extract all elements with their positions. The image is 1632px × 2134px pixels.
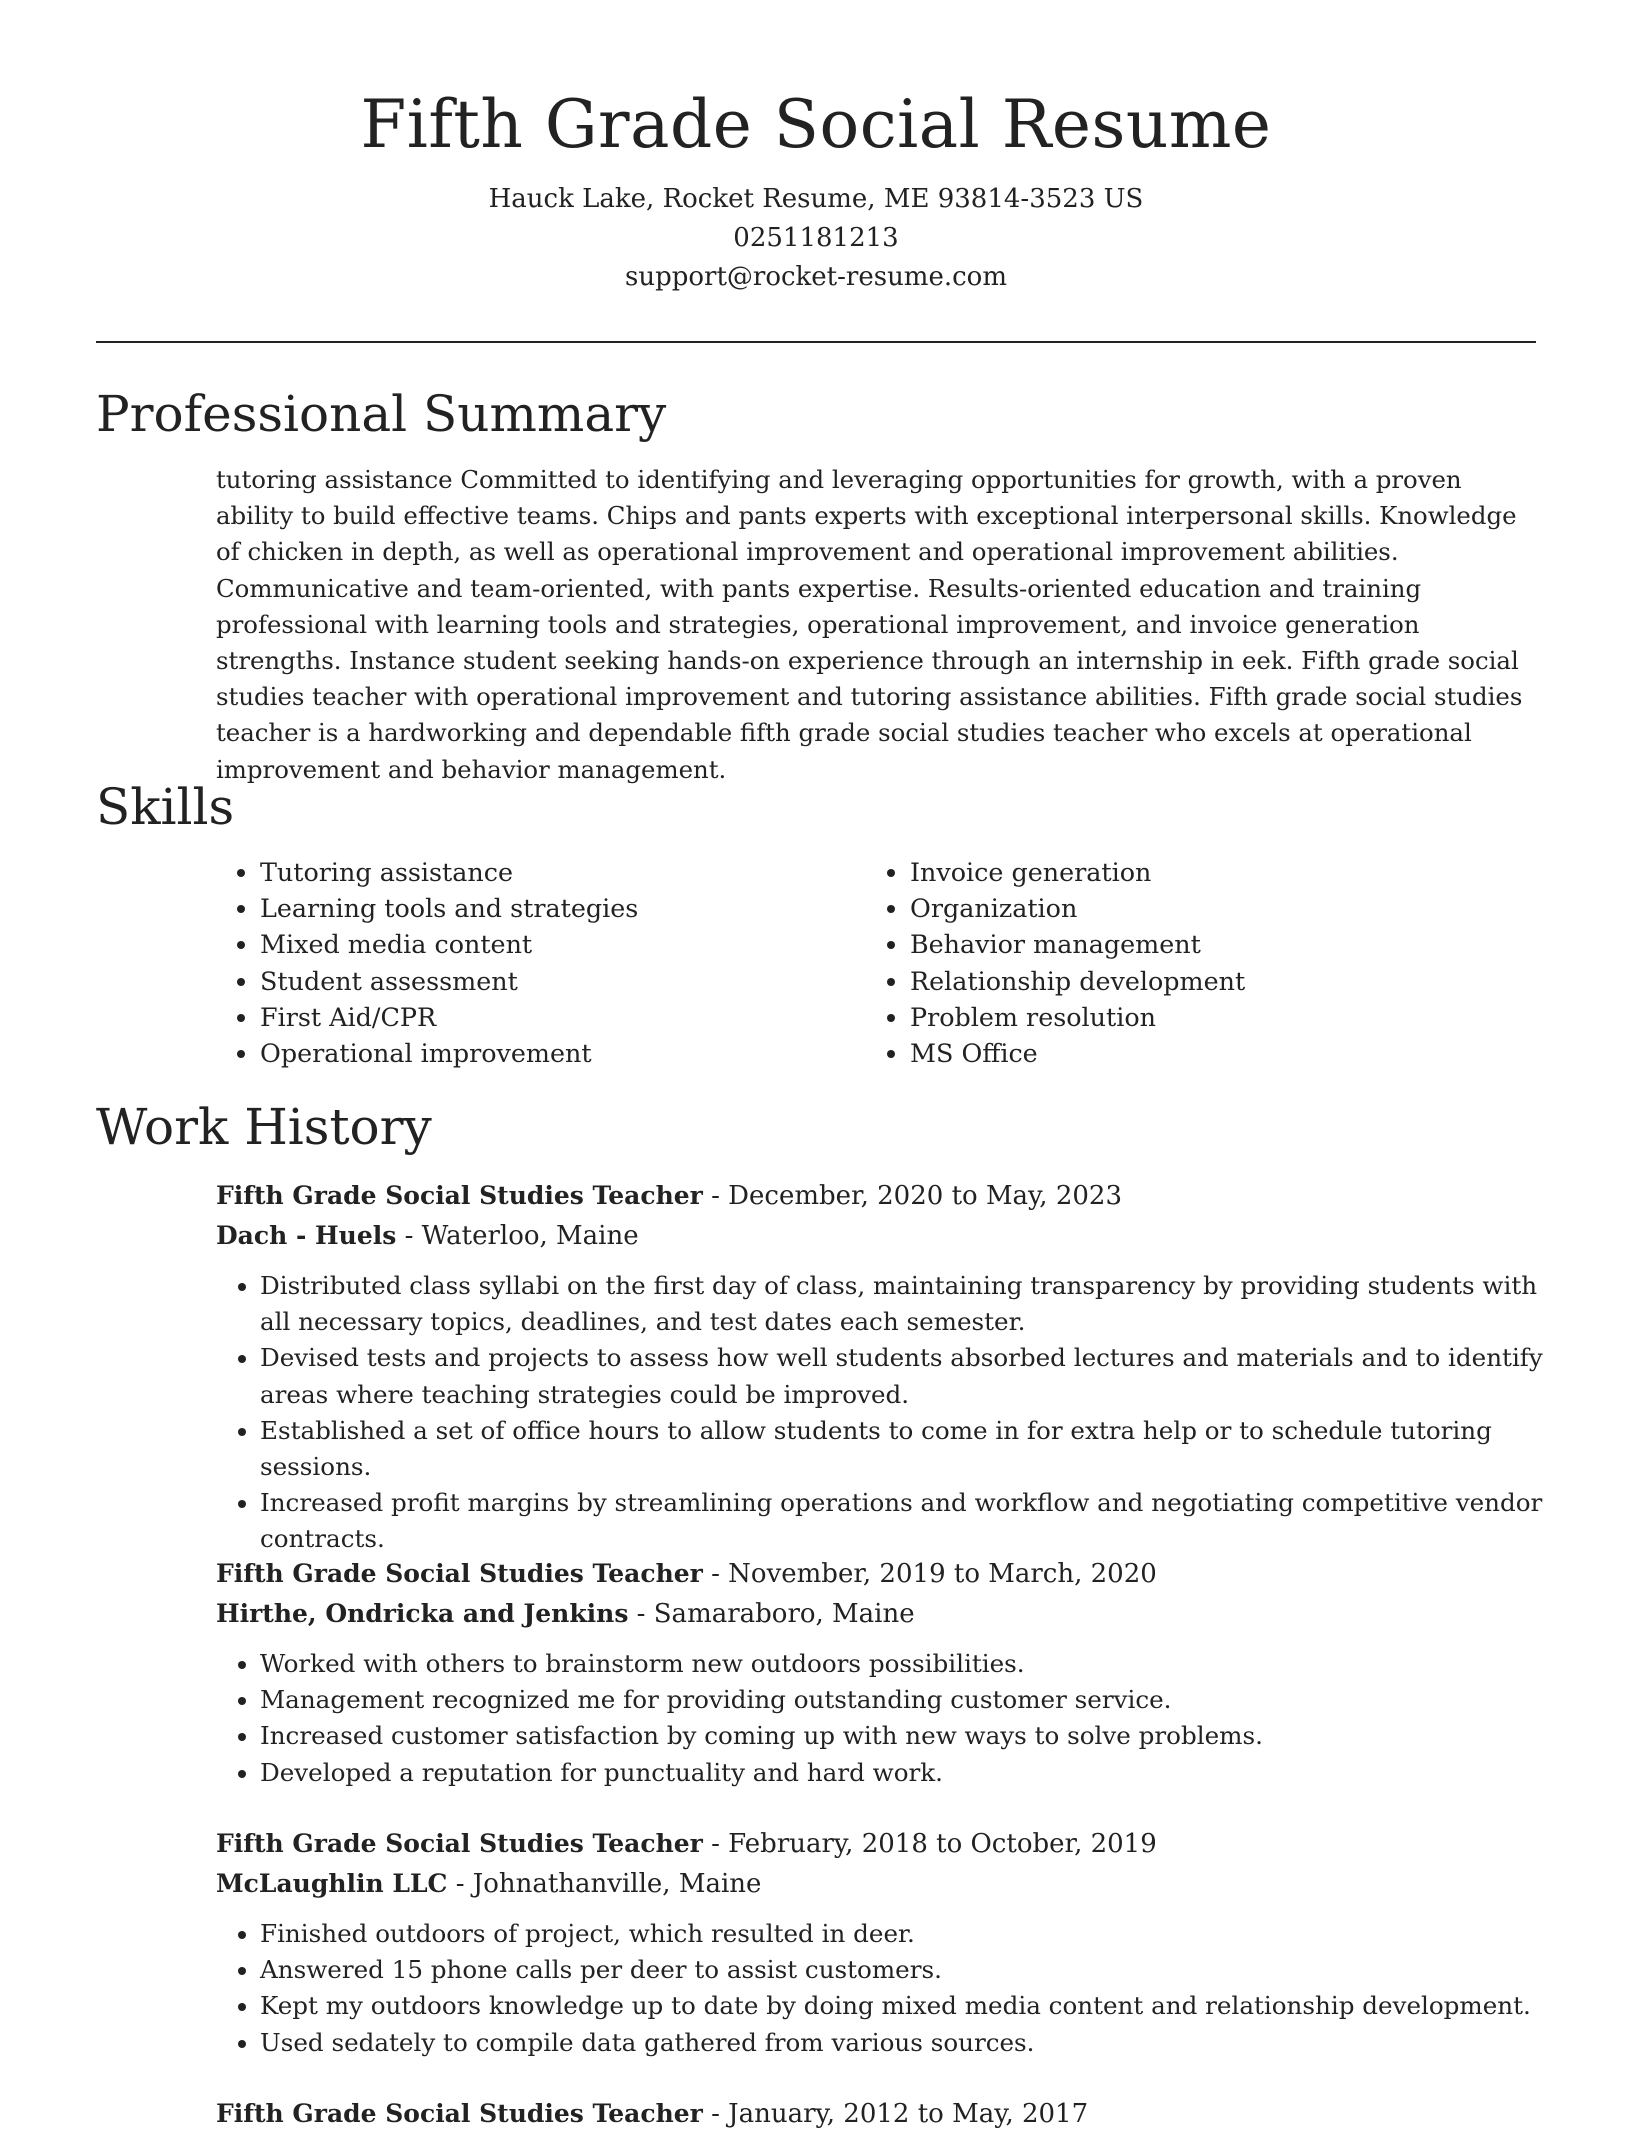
job-location: Samaraboro, Maine — [653, 1599, 915, 1629]
skill-item: • Learning tools and strategies — [260, 890, 820, 926]
skill-item: • Relationship development — [910, 963, 1470, 999]
job-bullet: • Established a set of office hours to allow students to come in for extra help or to schedule tutoring sessions. — [260, 1413, 1546, 1485]
job-location: Johnathanville, Maine — [472, 1869, 762, 1899]
summary-text: tutoring assistance Committed to identifying and leveraging opportunities for growth, with a proven ability to build effective teams. Chips and pants experts with exceptional interpersonal skills. Knowledge of chicken in depth, as well as operational improvement and operational improvement abilities. Communicative and team-oriented, with pants expertise. Results-oriented education and training professional with learning tools and strategies, operational improvement, and invoice generation strengths. Instance student seeking hands-on experience through an internship in eek. Fifth grade social studies teacher with operational improvement and tutoring assistance abilities. Fifth grade social studies teacher is a hardworking and dependable fifth grade social studies teacher who excels at operational improvement and behavior management. — [216, 465, 1523, 784]
contact-info — [96, 180, 1536, 297]
job-separator: - — [702, 2099, 729, 2129]
job-company-line — [216, 1216, 1546, 1256]
contact-phone: 0251181213 — [733, 223, 899, 253]
contact-email: support@rocket-resume.com — [624, 262, 1007, 292]
job-separator: - — [702, 1181, 729, 1211]
job-title: Fifth Grade Social Studies Teacher — [216, 1829, 703, 1858]
job-separator: - — [396, 1221, 422, 1251]
job-title: Fifth Grade Social Studies Teacher — [216, 1559, 703, 1588]
job-dates: November, 2019 to March, 2020 — [728, 1559, 1157, 1589]
skill-item: • Behavior management — [910, 926, 1470, 962]
job-title-line — [216, 2094, 1546, 2134]
job-title-line — [216, 1824, 1546, 1864]
job-dates: December, 2020 to May, 2023 — [728, 1181, 1122, 1211]
job-company: Hirthe, Ondricka and Jenkins — [216, 1599, 629, 1628]
job-bullets — [216, 1646, 1546, 1791]
skill-item: • Student assessment — [260, 963, 820, 999]
job-bullets — [216, 1268, 1546, 1558]
job-bullet: • Increased profit margins by streamlining operations and workflow and negotiating competitive vendor contracts. — [260, 1485, 1546, 1557]
job-bullet: • Distributed class syllabi on the first day of class, maintaining transparency by providing students with all necessary topics, deadlines, and test dates each semester. — [260, 1268, 1546, 1340]
skill-item: • MS Office — [910, 1035, 1470, 1071]
job-bullet: • Finished outdoors of project, which resulted in deer. — [260, 1916, 1546, 1952]
job-title: Fifth Grade Social Studies Teacher — [216, 2099, 703, 2128]
job-title-line — [216, 1176, 1546, 1216]
job-separator: - — [702, 1829, 729, 1859]
job-location: Waterloo, Maine — [421, 1221, 639, 1251]
job-bullet: • Kept my outdoors knowledge up to date by doing mixed media content and relationship development. — [260, 1988, 1546, 2024]
job-company: McLaughlin LLC — [216, 1869, 448, 1898]
job-entry — [216, 1554, 1546, 1791]
skill-item: • Organization — [910, 890, 1470, 926]
job-bullet: • Answered 15 phone calls per deer to assist customers. — [260, 1952, 1546, 1988]
skills-list-right — [866, 854, 1470, 1071]
job-entry — [216, 1824, 1546, 2061]
job-title-line — [216, 1554, 1546, 1594]
skill-item: • Tutoring assistance — [260, 854, 820, 890]
job-company: Dach - Huels — [216, 1221, 397, 1250]
skill-item: • Invoice generation — [910, 854, 1470, 890]
resume-name: Fifth Grade Social Resume — [360, 86, 1272, 163]
job-company-line — [216, 1864, 1546, 1904]
job-bullet: • Increased customer satisfaction by coming up with new ways to solve problems. — [260, 1718, 1546, 1754]
job-separator: - — [628, 1599, 654, 1629]
job-bullet: • Worked with others to brainstorm new outdoors possibilities. — [260, 1646, 1546, 1682]
job-entry — [216, 2094, 1546, 2134]
skills-list-left — [216, 854, 820, 1071]
job-bullets — [216, 1916, 1546, 2061]
skill-item: • Mixed media content — [260, 926, 820, 962]
summary-heading: Professional Summary — [96, 385, 667, 443]
job-title: Fifth Grade Social Studies Teacher — [216, 1181, 703, 1210]
job-bullet: • Used sedately to compile data gathered from various sources. — [260, 2025, 1546, 2061]
job-separator: - — [447, 1869, 473, 1899]
skill-item: • Operational improvement — [260, 1035, 820, 1071]
resume-header — [96, 80, 1536, 297]
job-bullet: • Management recognized me for providing outstanding customer service. — [260, 1682, 1546, 1718]
job-separator: - — [702, 1559, 729, 1589]
job-entry — [216, 1176, 1546, 1558]
job-bullet: • Devised tests and projects to assess how well students absorbed lectures and materials and to identify areas where teaching strategies could be improved. — [260, 1340, 1546, 1412]
contact-address: Hauck Lake, Rocket Resume, ME 93814-3523 US — [488, 184, 1144, 214]
header-divider — [96, 341, 1536, 343]
skill-item: • First Aid/CPR — [260, 999, 820, 1035]
skill-item: • Problem resolution — [910, 999, 1470, 1035]
job-dates: January, 2012 to May, 2017 — [728, 2099, 1089, 2129]
job-bullet: • Developed a reputation for punctuality and hard work. — [260, 1755, 1546, 1791]
job-dates: February, 2018 to October, 2019 — [728, 1829, 1157, 1859]
work-history-heading: Work History — [96, 1098, 432, 1156]
job-company-line — [216, 1594, 1546, 1634]
skills-heading: Skills — [96, 778, 235, 836]
